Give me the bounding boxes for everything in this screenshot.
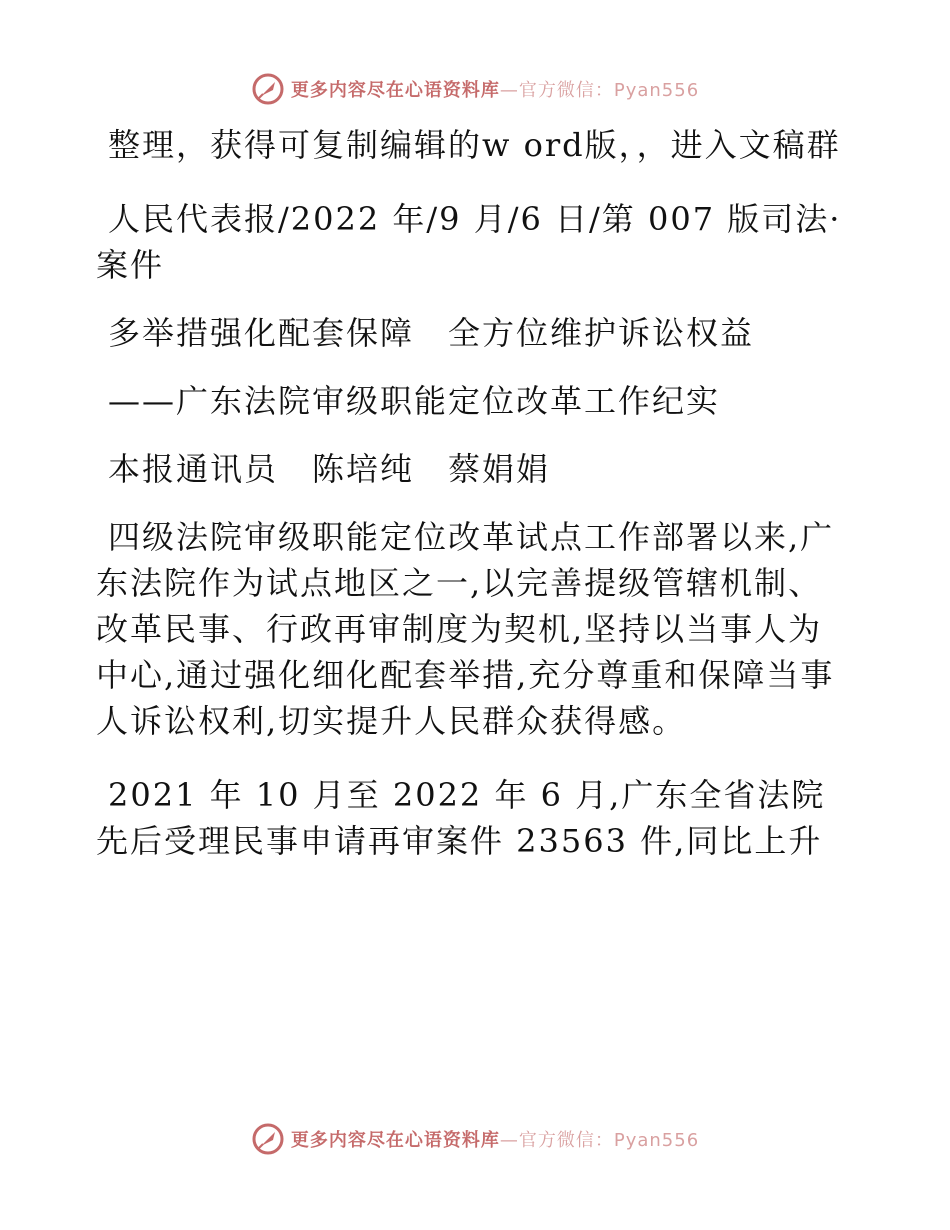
watermark-separator: — — [499, 80, 519, 101]
quill-logo-icon — [251, 72, 285, 106]
body-paragraph: 四级法院审级职能定位改革试点工作部署以来,广东法院作为试点地区之一,以完善提级管辖机制、改革民事、行政再审制度为契机,坚持以当事人为中心,通过强化细化配套举措,充分尊重和保障当事人诉讼权利,切实提升人民群众获得感。 — [96, 518, 835, 740]
article-subtitle: ——广东法院审级职能定位改革工作纪实 — [108, 382, 721, 420]
document-body — [96, 122, 856, 892]
article-title: 多举措强化配套保障 全方位维护诉讼权益 — [108, 314, 755, 352]
watermark-contact: 官方微信：Pyan556 — [518, 80, 700, 101]
intro-paragraph: 整理，获得可复制编辑的w ord版，，进入文稿群 — [108, 126, 841, 164]
source-line: 人民代表报/2022 年/9 月/6 日/第 007 版司法· 案件 — [96, 200, 842, 284]
quill-logo-icon — [251, 1122, 285, 1156]
watermark-text — [291, 1126, 699, 1152]
header-watermark — [0, 72, 950, 106]
watermark-text — [291, 76, 699, 102]
body-paragraph: 2021 年 10 月至 2022 年 6 月,广东全省法院先后受理民事申请再审案件 23563 件,同比上升 — [96, 776, 826, 860]
footer-watermark — [0, 1122, 950, 1156]
watermark-brand: 更多内容尽在心语资料库 — [290, 1130, 500, 1151]
watermark-separator: — — [499, 1130, 519, 1151]
watermark-contact: 官方微信：Pyan556 — [518, 1130, 700, 1151]
byline: 本报通讯员 陈培纯 蔡娟娟 — [108, 450, 551, 488]
watermark-brand: 更多内容尽在心语资料库 — [290, 80, 500, 101]
